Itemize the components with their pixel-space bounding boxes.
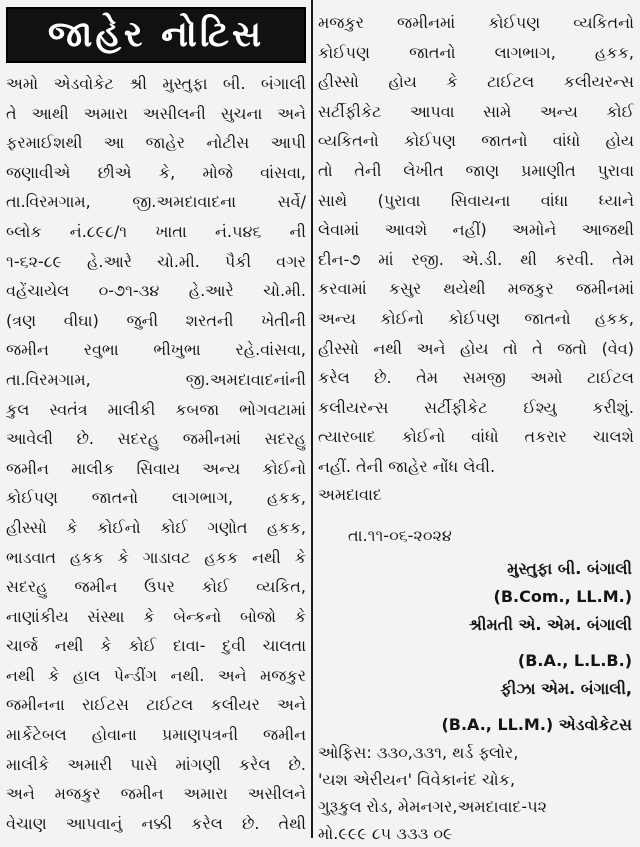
phone-number: મો.૯૯૯ ૮૫ ૩૩૩ ૦૯ (318, 823, 453, 843)
body-line: જમીન રવુભા ભીખુભા રહે.વાંસવા, (6, 340, 306, 360)
body-line: નથી કે હાલ પેન્ડીંગ નથી. અને મજકુર (6, 665, 306, 685)
body-line: અને મજકુર જમીન અમારા અસીલને (6, 784, 306, 804)
body-line: બ્લોક નં.૮૯૮/૧ ખાતા નં.૫૪૬ ની (6, 221, 306, 241)
body-line: આવેલી છે. સદરહુ જમીનમાં સદરહુ (6, 429, 306, 449)
left-column (6, 0, 306, 838)
body-line: કુલ સ્વતંત્ર માલીકી કબજા ભોગવટામાં (6, 399, 306, 419)
body-line: તો તેની લેખીત જાણ પ્રમાણીત પુરાવા (318, 160, 634, 180)
place-name: અમદાવાદ (318, 484, 382, 504)
right-body (318, 8, 634, 482)
body-line: હીસ્સો હોય કે ટાઈટલ કલીયરન્સ (318, 72, 634, 92)
body-line: માર્કેટેબલ હોવાના પ્રમાણપત્રની જમીન (6, 725, 306, 745)
body-line: કલીયરન્સ સર્ટીફીકેટ ઈશ્યુ કરીશું. (318, 397, 634, 417)
body-line: (ત્રણ વીઘા) જુની શરતની ખેતીની (6, 310, 306, 330)
body-line: ભાડવાત હકક કે ગાડાવટ હકક નથી કે (6, 547, 306, 567)
body-line: ફરમાઈશથી આ જાહેર નોટીસ આપી (6, 133, 306, 153)
signatory-degree: (B.A., L.L.B.) (517, 650, 632, 670)
notice-date: તા.૧૧-૦૬-૨૦૨૪ (348, 525, 452, 545)
body-line: જમીન માલીક સિવાય અન્ય કોઈનો (6, 458, 306, 478)
body-line: મજકુર જમીનમાં કોઈપણ વ્યકિતનો (318, 13, 634, 32)
body-line: ચાર્જ નથી કે કોઈ દાવા- દુવી ચાલતા (6, 636, 306, 656)
body-line: હીસ્સો નથી અને હોય તો તે જતો (વેવ) (318, 338, 634, 358)
body-line: કોઈપણ જાતનો લાગભાગ, હકક, (318, 42, 634, 62)
body-line: અમો એડવોકેટ શ્રી મુસ્તુફા બી. બંગાલી (6, 74, 306, 93)
right-column (318, 0, 634, 847)
body-line: જમીનના રાઈટસ ટાઈટલ કલીયર અને (6, 695, 306, 715)
signatory-name: ફીઝા એમ. બંગાલી, (500, 678, 632, 698)
body-line: સાથે (પુરાવા સિવાયના વાંધા ધ્યાને (318, 190, 634, 210)
body-line: સર્ટીફીકેટ આપવા સામે અન્ય કોઈ (318, 101, 634, 121)
body-line-last: નહીં. તેની જાહેર નોંધ લેવી. (318, 456, 496, 476)
body-line: કરવામાં કસુર થયેથી મજકુર જમીનમાં (318, 279, 634, 299)
office-address (318, 739, 634, 847)
body-line: જણાવીએ છીએ કે, મોજે વાંસવા, (6, 162, 306, 182)
address-line: 'યશ એરીયન' વિવેકાનંદ ચોક, (318, 769, 516, 789)
body-line: દીન-૭ માં રજી. એ.ડી. થી કરવી. તેમ (318, 249, 634, 269)
body-line: વહેંચાયેલ ૦-૭૧-૩૪ હે.આરે ચો.મી. (6, 281, 306, 301)
signature-block (318, 555, 634, 739)
body-line: કોઈપણ જાતનો લાગભાગ, હકક, (6, 488, 306, 508)
body-line: તા.વિરમગામ, જી.અમદાવાદનાંની (6, 369, 306, 389)
body-line: હીસ્સો કે કોઈનો કોઈ ગણોત હકક, (6, 517, 306, 537)
signatory-degree: (B.A., LL.M.) એડવોકેટસ (441, 714, 632, 734)
body-line: તે આથી અમારા અસીલની સુચના અને (6, 103, 306, 123)
body-line: માલીકે અમારી પાસે માંગણી કરેલ છે. (6, 754, 306, 774)
body-line: અન્ય કોઈનો કોઈપણ જાતનો હકક, (318, 308, 634, 328)
left-body (6, 69, 306, 838)
signatory-name: મુસ્તુફા બી. બંગાલી (507, 558, 632, 578)
column-divider (311, 0, 313, 838)
signatory-degree: (B.Com., LL.M.) (493, 586, 632, 606)
address-line: ઓફિસ: ૩૩૦,૩૩૧, થર્ડ ફ્લોર, (318, 742, 519, 762)
body-line: ૧-૬૨-૮૯ હે.આરે ચો.મી. પૈકી વગર (6, 251, 306, 271)
body-line: ત્યારબાદ કોઈનો વાંધો તકરાર ચાલશે (318, 427, 634, 447)
notice-title: જાહેર નોટિસ (6, 7, 306, 63)
body-line: વ્યકિતનો કોઈપણ જાતનો વાંધો હોય (318, 131, 634, 151)
body-line: નાણાંકીય સંસ્થા કે બેન્કનો બોજો કે (6, 606, 306, 626)
body-line: સદરહુ જમીન ઉપર કોઈ વ્યકિત, (6, 577, 306, 597)
body-line: લેવામાં આવશે નહીં) અમોને આજથી (318, 220, 634, 240)
body-line: વેચાણ આપવાનું નક્કી કરેલ છે. તેથી (6, 813, 306, 833)
body-line: તા.વિરમગામ, જી.અમદાવાદના સર્વે/ (6, 192, 306, 212)
body-line: કરેલ છે. તેમ સમજી અમો ટાઈટલ (318, 368, 634, 388)
signatory-name: શ્રીમતી એ. એમ. બંગાલી (468, 614, 632, 634)
address-line: ગુરૂકુલ રોડ, મેમનગર,અમદાવાદ-૫૨ (318, 796, 547, 816)
